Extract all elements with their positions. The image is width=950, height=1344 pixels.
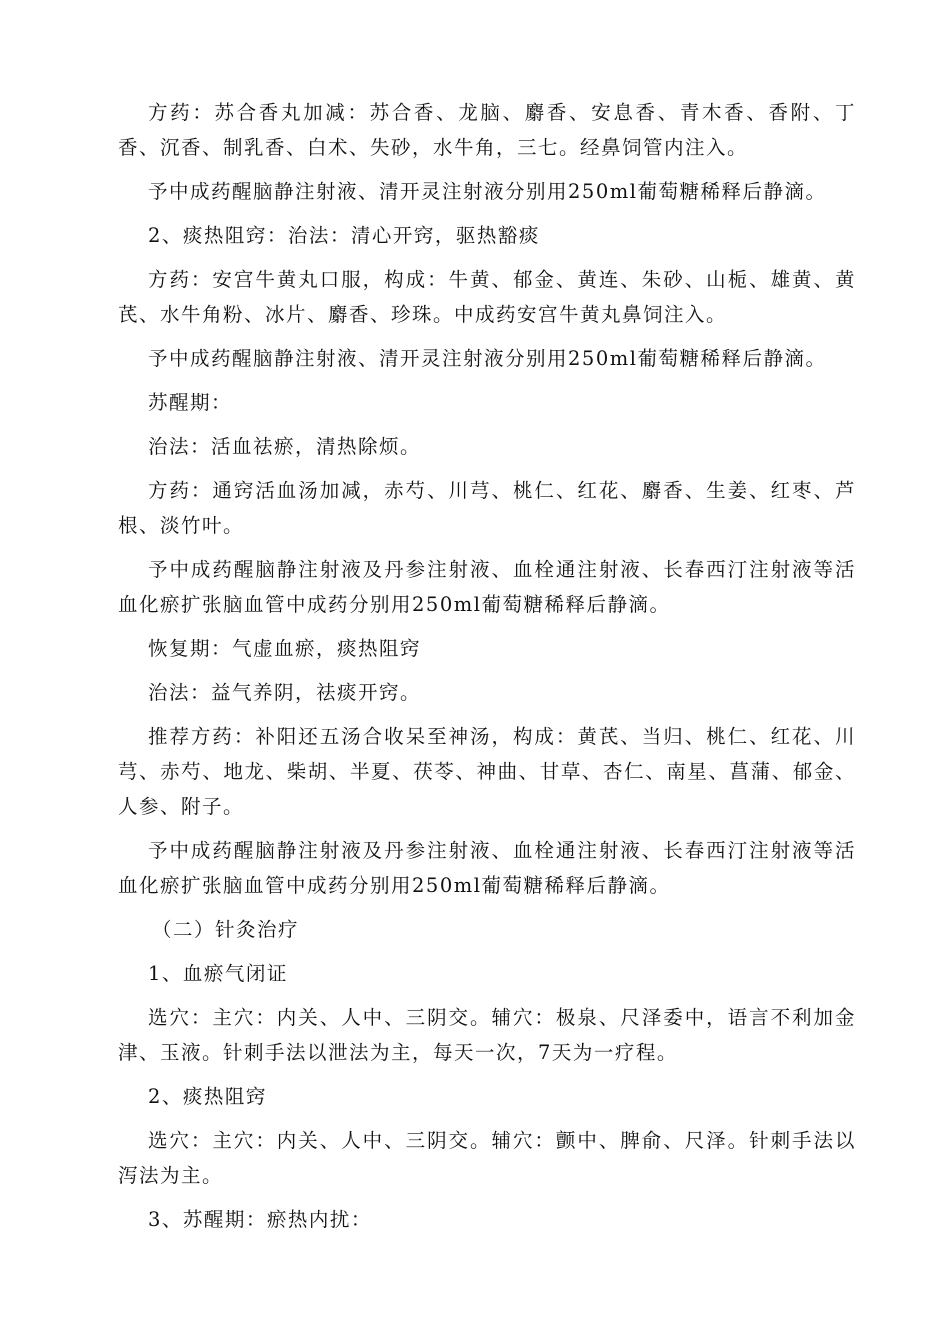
paragraph-injection-2: 予中成药醒脑静注射液、清开灵注射液分别用250ml葡萄糖稀释后静滴。 <box>148 347 827 370</box>
paragraph-tanre-zuqiao-heading: 2、痰热阻窍：治法：清心开窍，驱热豁痰 <box>148 224 540 247</box>
paragraph-injection-1: 予中成药醒脑静注射液、清开灵注射液分别用250ml葡萄糖稀释后静滴。 <box>148 180 827 203</box>
paragraph-buyang-prescription: 推荐方药：补阳还五汤合收呆至神汤，构成：黄芪、当归、桃仁、红花、川芎、赤芍、地龙、柴胡、半夏、茯苓、神曲、甘草、杏仁、南星、菖蒲、郁金、人参、附子。 <box>118 725 856 818</box>
paragraph-suhexiang-prescription: 方药：苏合香丸加减：苏合香、龙脑、麝香、安息香、青木香、香附、丁香、沉香、制乳香、白术、失砂，水牛角，三七。经鼻饲管内注入。 <box>118 101 856 159</box>
paragraph-xueyu-heading: 1、血瘀气闭证 <box>148 962 288 985</box>
paragraph-injection-4: 予中成药醒脑静注射液及丹参注射液、血栓通注射液、长春西汀注射液等活血化瘀扩张脑血管中成药分别用250ml葡萄糖稀释后静滴。 <box>118 839 856 897</box>
paragraph-tanre-points: 选穴：主穴：内关、人中、三阴交。辅穴：颤中、脾俞、尺泽。针刺手法以泻法为主。 <box>118 1129 856 1187</box>
paragraph-angong-prescription: 方药：安宫牛黄丸口服，构成：牛黄、郁金、黄连、朱砂、山栀、雄黄、黄芪、水牛角粉、冰片、麝香、珍珠。中成药安宫牛黄丸鼻饲注入。 <box>118 268 856 326</box>
section-heading-acupuncture: （二）针灸治疗 <box>152 918 300 941</box>
paragraph-suxing-yure-heading: 3、苏醒期：瘀热内扰： <box>148 1208 372 1231</box>
paragraph-huifu-treatment: 治法：益气养阴，祛痰开窍。 <box>148 681 422 704</box>
paragraph-huifu-heading: 恢复期：气虚血瘀，痰热阻窍 <box>148 637 422 660</box>
paragraph-suxing-heading: 苏醒期： <box>148 391 233 414</box>
paragraph-tongqiao-prescription: 方药：通窍活血汤加减，赤芍、川芎、桃仁、红花、麝香、生姜、红枣、芦根、淡竹叶。 <box>118 479 856 537</box>
paragraph-suxing-treatment: 治法：活血祛瘀，清热除烦。 <box>148 435 422 458</box>
document-body <box>118 95 856 1246</box>
paragraph-injection-3: 予中成药醒脑静注射液及丹参注射液、血栓通注射液、长春西汀注射液等活血化瘀扩张脑血管中成药分别用250ml葡萄糖稀释后静滴。 <box>118 558 856 616</box>
paragraph-xueyu-points: 选穴：主穴：内关、人中、三阴交。辅穴：极泉、尺泽委中，语言不利加金津、玉液。针刺手法以泄法为主，每天一次，7天为一疗程。 <box>118 1006 856 1064</box>
paragraph-tanre-heading-2: 2、痰热阻窍 <box>148 1085 267 1108</box>
